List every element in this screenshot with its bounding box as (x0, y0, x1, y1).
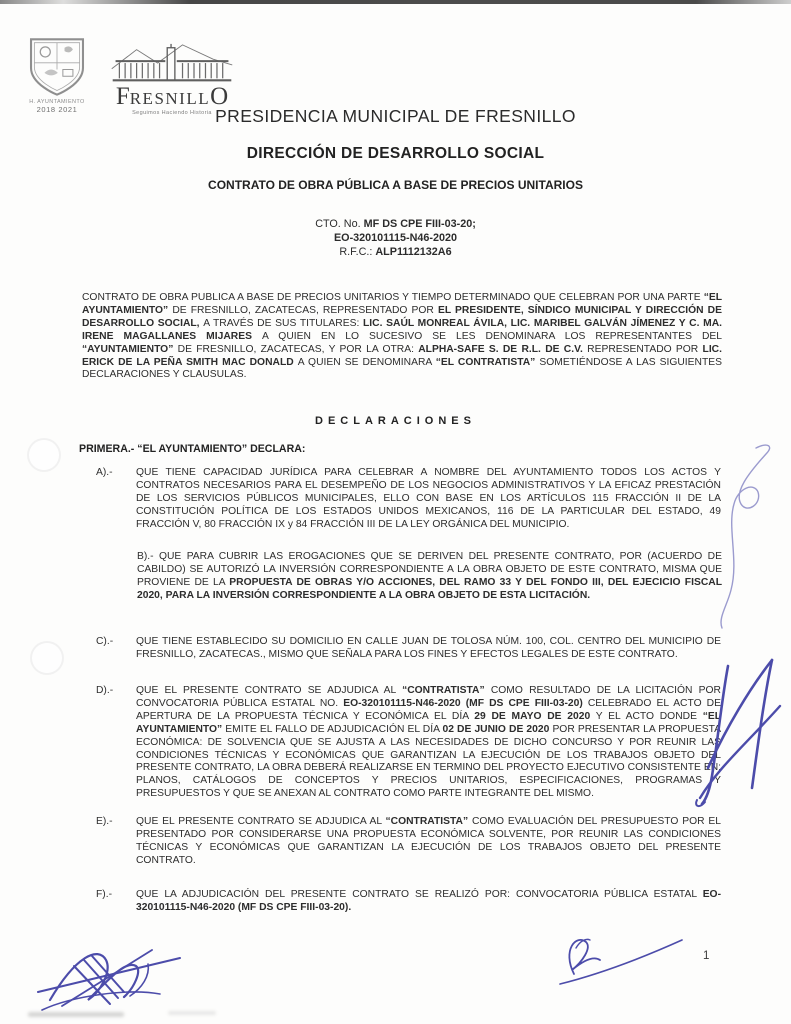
rfc-line (0, 245, 791, 259)
declaration-item-b: B).- QUE PARA CUBRIR LAS EROGACIONES QUE SE DERIVEN DEL PRESENTE CONTRATO, POR (ACUERDO DE CABILDO) SE AUTORIZÓ LA INVERSIÓN CORRESPONDIENTE A LA OBRA OBJETO DE ESTE CONTRATO, MISMA QUE PROVIENE DE LA PROPUESTA DE OBRAS Y/O ACCIONES, DEL RAMO 33 Y DEL FONDO III, DEL EJECICIO FISCAL 2020, PARA LA INVERSIÓN CORRESPONDIENTE A LA OBRA OBJETO DE ESTA LICITACIÓN. (137, 551, 722, 601)
declaration-item-e (80, 816, 722, 868)
primera-declaration-heading: PRIMERA.- “EL AYUNTAMIENTO” DECLARA: (79, 443, 306, 455)
scan-artifact-smudge (28, 1012, 124, 1017)
shield-caption-line2: 2018 2021 (36, 105, 78, 114)
item-text-f: QUE LA ADJUDICACIÓN DEL PRESENTE CONTRATO SE REALIZÓ POR: CONVOCATORIA PÚBLICA ESTATAL EO-320101115-N46-2020 (MF DS CPE FIII-03-20). (136, 889, 721, 913)
contract-number-line (0, 217, 791, 231)
kiosk-monument-icon (109, 42, 235, 86)
item-marker-d: D).- (96, 685, 114, 696)
page-number: 1 (703, 950, 710, 962)
fresnillo-logo (102, 42, 242, 116)
declaration-item-d (80, 685, 722, 801)
contract-number-block (0, 217, 791, 259)
declaration-item-f (80, 889, 722, 915)
municipal-shield-logo (16, 36, 98, 114)
hole-punch-lower (30, 641, 64, 675)
scan-artifact-top-line (0, 0, 791, 4)
page-title: PRESIDENCIA MUNICIPAL DE FRESNILLO (215, 106, 576, 126)
cto-value: MF DS CPE FIII-03-20; (363, 218, 476, 230)
signature-bottom-right (540, 928, 700, 1004)
scan-artifact-smudge-small (168, 1011, 216, 1015)
intro-paragraph: CONTRATO DE OBRA PUBLICA A BASE DE PRECIOS UNITARIOS Y TIEMPO DETERMINADO QUE CELEBRAN POR UNA PARTE “EL AYUNTAMIENTO” DE FRESNILLO, ZACATECAS, REPRESENTADO POR EL PRESIDENTE, SÍNDICO MUNICIPAL Y DIRECCIÓN DE DESARROLLO SOCIAL, A TRAVÉS DE SUS TITULARES: LIC. SAÚL MONREAL ÁVILA, LIC. MARIBEL GALVÁN JÍMENEZ Y C. MA. IRENE MAGALLANES MIJARES A QUIEN EN LO SUCESIVO SE LES DENOMINARA LOS REPRESENTANTES DEL “AYUNTAMIENTO” DE FRESNILLO, ZACATECAS, Y POR LA OTRA: ALPHA-SAFE S. DE R.L. DE C.V. REPRESENTADO POR LIC. ERICK DE LA PEÑA SMITH MAC DONALD A QUIEN SE DENOMINARA “EL CONTRATISTA” SOMETIÉNDOSE A LAS SIGUIENTES DECLARACIONES Y CLAUSULAS. (82, 292, 722, 381)
item-marker-a: A).- (96, 467, 113, 478)
department-title: DIRECCIÓN DE DESARROLLO SOCIAL (246, 145, 545, 162)
shield-crest-icon (24, 36, 90, 98)
wordmark-final: O (210, 83, 229, 110)
signature-bottom-left (30, 930, 200, 1022)
shield-caption-line1: H. AYUNTAMIENTO (29, 99, 85, 105)
item-text-d: QUE EL PRESENTE CONTRATO SE ADJUDICA AL “CONTRATISTA” COMO RESULTADO DE LA LICITACIÓN POR CONVOCATORIA PÚBLICA ESTATAL NO. EO-320101115-N46-2020 (MF DS CPE FIII-03-20) CELEBRADO EL ACTO DE APERTURA DE LA PROPUESTA TÉCNICA Y ECONÓMICA EL DÍA 29 DE MAYO DE 2020 Y EL ACTO DONDE “EL AYUNTAMIENTO” EMITE EL FALLO DE ADJUDICACIÓN EL DÍA 02 DE JUNIO DE 2020 POR PRESENTAR LA PROPUESTA ECONÓMICA: DE SOLVENCIA QUE SE AJUSTA A LAS NECESIDADES DE DICHO CONCURSO Y POR REUNIR LAS CONDICIONES TÉCNICAS Y ECONÓMICAS QUE GARANTIZAN LA EJECUCIÓN DE LOS TRABAJOS OBJETO DEL PRESENTE CONTRATO, LA OBRA DEBERÁ REALIZARSE EN TERMINO DEL PROYECTO EJECUTIVO CONSISTENTE EN: PLANOS, CATÁLOGOS DE CONCEPTOS Y PRECIOS UNITARIOS, ESPECIFICACIONES, PROGRAMAS Y PRESUPUESTOS Y QUE SE ANEXAN AL CONTRATO COMO PARTE INTEGRANTE DEL MISMO. (136, 685, 721, 800)
rfc-value: ALP1112132A6 (375, 246, 452, 258)
item-text-e: QUE EL PRESENTE CONTRATO SE ADJUDICA AL “CONTRATISTA” COMO EVALUACIÓN DEL PRESUPUESTO POR EL PRESENTADO POR CONSIDERARSE UNA PROPUESTA ECONÓMICA SOLVENTE, POR REUNIR LAS CONDICIONES TÉCNICAS Y ECONÓMICAS QUE GARANTIZAN LA EJECUCIÓN DE LOS TRABAJOS OBJETO DEL PRESENTE CONTRATO. (136, 816, 722, 866)
declaration-item-c (80, 636, 722, 662)
cto-label: CTO. No. (315, 218, 364, 230)
eo-number: EO-320101115-N46-2020 (333, 232, 458, 244)
wordmark-initial: F (115, 83, 130, 110)
declarations-heading: DECLARACIONES (315, 415, 476, 427)
item-text-a: QUE TIENE CAPACIDAD JURÍDICA PARA CELEBRAR A NOMBRE DEL AYUNTAMIENTO TODOS LOS ACTOS Y CONTRATOS NECESARIOS PARA EL DESEMPEÑO DE LOS NEGOCIOS ADMINISTRATIVOS Y LA EFICAZ PRESTACIÓN DE LOS SERVICIOS PÚBLICOS MUNICIPALES, ELLO CON BASE EN LOS ARTÍCULOS 115 FRACCIÓN II DE LA CONSTITUCIÓN POLÍTICA DE LOS ESTADOS UNIDOS MEXICANOS, 116 DE LA PARTICULAR DEL ESTADO, 49 FRACCIÓN V, 80 FRACCIÓN IX y 84 FRACCIÓN III DE LA LEY ORGÁNICA DEL MUNICIPIO. (136, 467, 721, 530)
wordmark-middle: RESNILL (129, 89, 211, 108)
item-marker-f: F).- (96, 889, 113, 900)
declaration-item-a (80, 467, 722, 532)
logo-tagline: Seguimos Haciendo Historia (132, 110, 212, 116)
contract-type-title: CONTRATO DE OBRA PÚBLICA A BASE DE PRECIOS UNITARIOS (208, 178, 583, 192)
hole-punch-upper (27, 438, 61, 472)
rfc-label: R.F.C.: (339, 246, 376, 258)
item-marker-c: C).- (96, 636, 114, 647)
item-text-c: QUE TIENE ESTABLECIDO SU DOMICILIO EN CALLE JUAN DE TOLOSA NÚM. 100, COL. CENTRO DEL MUNICIPIO DE FRESNILLO, ZACATECAS., MISMO QUE SEÑALA PARA LOS FINES Y EFECTOS LEGALES DE ESTE CONTRATO. (136, 636, 721, 660)
item-marker-e: E).- (96, 816, 113, 827)
